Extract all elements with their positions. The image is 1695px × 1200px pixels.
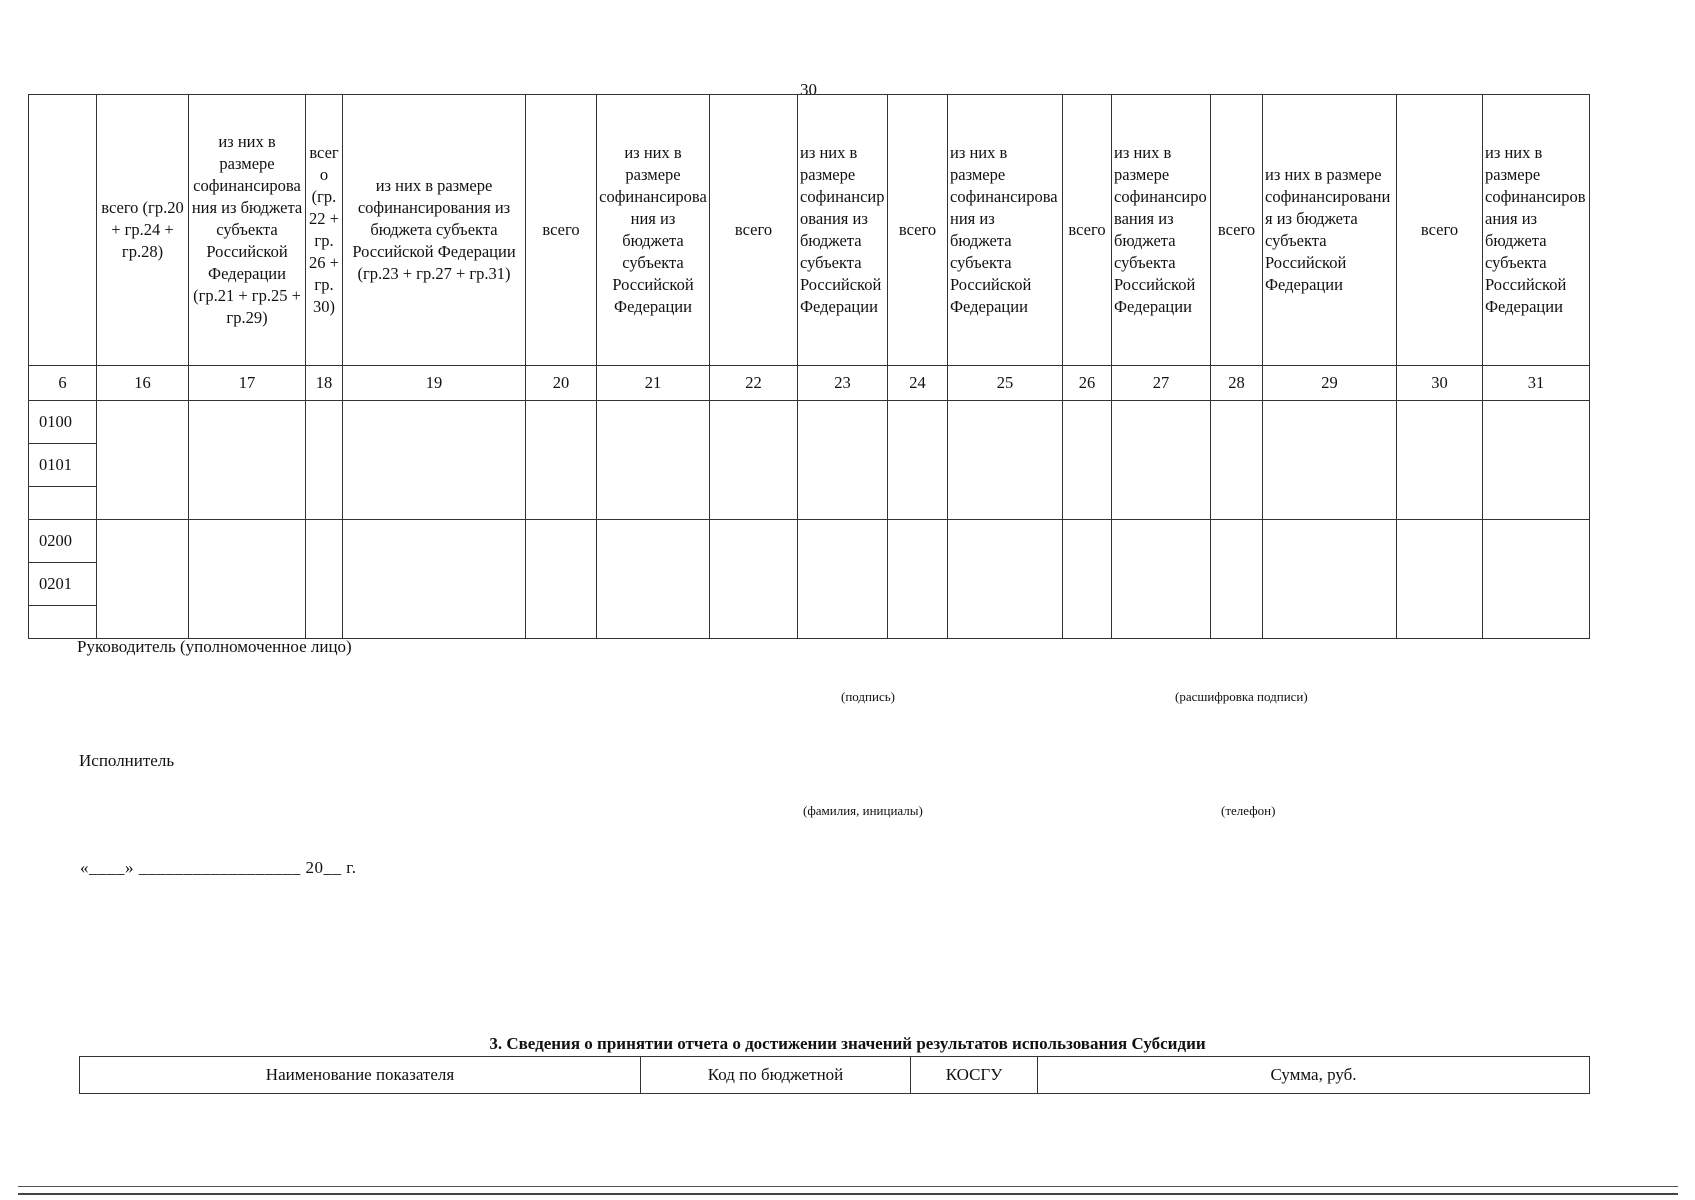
- kosgu-header: КОСГУ: [911, 1057, 1038, 1094]
- column-number-row: [29, 366, 1590, 401]
- data-cell[interactable]: [1063, 401, 1112, 520]
- data-cell[interactable]: [948, 520, 1063, 639]
- indicators-header-row: [80, 1057, 1590, 1094]
- header-cell-23: из них в размере софинансирования из бюджета субъекта Российской Федерации: [798, 95, 888, 366]
- data-cell[interactable]: [1483, 401, 1590, 520]
- column-number: 24: [888, 366, 948, 401]
- header-cell-17: из них в размере софинансирования из бюджета субъекта Российской Федерации (гр.21 + гр.25 + гр.29): [189, 95, 306, 366]
- date-line: «____» __________________ 20__ г.: [80, 858, 357, 877]
- bottom-rule-thick: [18, 1193, 1678, 1195]
- header-cell-16: всего (гр.20 + гр.24 + гр.28): [97, 95, 189, 366]
- data-cell[interactable]: [1483, 520, 1590, 639]
- data-cell[interactable]: [526, 401, 597, 520]
- header-cell-26: всего: [1063, 95, 1112, 366]
- row-code: [29, 606, 97, 639]
- data-cell[interactable]: [798, 401, 888, 520]
- header-cell-27: из них в размере софинансирования из бюджета субъекта Российской Федерации: [1112, 95, 1211, 366]
- row-code: 0100: [29, 401, 97, 444]
- data-cell[interactable]: [97, 401, 189, 520]
- column-number: 22: [710, 366, 798, 401]
- header-cell-21: из них в размере софинансирования из бюджета субъекта Российской Федерации: [597, 95, 710, 366]
- header-cell-29: из них в размере софинансирования из бюджета субъекта Российской Федерации: [1263, 95, 1397, 366]
- data-cell[interactable]: [597, 401, 710, 520]
- data-cell[interactable]: [1063, 520, 1112, 639]
- table-row: [29, 520, 1590, 563]
- data-cell[interactable]: [1211, 401, 1263, 520]
- column-number: 20: [526, 366, 597, 401]
- data-cell[interactable]: [1397, 401, 1483, 520]
- indicator-name-header: Наименование показателя: [80, 1057, 641, 1094]
- data-cell[interactable]: [189, 401, 306, 520]
- head-label: Руководитель (уполномоченное лицо): [77, 637, 352, 656]
- column-number: 23: [798, 366, 888, 401]
- data-cell[interactable]: [798, 520, 888, 639]
- header-cell-24: всего: [888, 95, 948, 366]
- column-number: 18: [306, 366, 343, 401]
- amount-header: Сумма, руб.: [1038, 1057, 1590, 1094]
- data-cell[interactable]: [343, 520, 526, 639]
- data-cell[interactable]: [888, 401, 948, 520]
- data-cell[interactable]: [189, 520, 306, 639]
- data-cell[interactable]: [1263, 401, 1397, 520]
- name-caption: (фамилия, инициалы): [803, 803, 923, 818]
- header-cell-6: [29, 95, 97, 366]
- header-row: [29, 95, 1590, 366]
- signature-caption: (подпись): [841, 689, 895, 704]
- header-cell-28: всего: [1211, 95, 1263, 366]
- column-number: 31: [1483, 366, 1590, 401]
- data-cell[interactable]: [710, 520, 798, 639]
- data-cell[interactable]: [1211, 520, 1263, 639]
- data-cell[interactable]: [1263, 520, 1397, 639]
- column-number: 19: [343, 366, 526, 401]
- column-number: 27: [1112, 366, 1211, 401]
- header-cell-19: из них в размере софинансирования из бюджета субъекта Российской Федерации (гр.23 + гр.27 + гр.31): [343, 95, 526, 366]
- row-code: [29, 487, 97, 520]
- phone-caption: (телефон): [1221, 803, 1276, 818]
- signature-decode-caption: (расшифровка подписи): [1175, 689, 1308, 704]
- data-cell[interactable]: [710, 401, 798, 520]
- row-code: 0101: [29, 444, 97, 487]
- data-cell[interactable]: [306, 520, 343, 639]
- column-number: 29: [1263, 366, 1397, 401]
- column-number: 30: [1397, 366, 1483, 401]
- data-cell[interactable]: [948, 401, 1063, 520]
- data-cell[interactable]: [888, 520, 948, 639]
- column-number: 17: [189, 366, 306, 401]
- header-cell-31: из них в размере софинансирования из бюджета субъекта Российской Федерации: [1483, 95, 1590, 366]
- data-cell[interactable]: [1112, 520, 1211, 639]
- column-number: 26: [1063, 366, 1112, 401]
- section-3-title: 3. Сведения о принятии отчета о достижении значений результатов использования Субсидии: [489, 1034, 1206, 1053]
- data-cell[interactable]: [1112, 401, 1211, 520]
- report-table: [28, 94, 1590, 639]
- indicators-table: [79, 1056, 1590, 1094]
- data-cell[interactable]: [597, 520, 710, 639]
- column-number: 6: [29, 366, 97, 401]
- column-number: 21: [597, 366, 710, 401]
- header-cell-25: из них в размере софинансирования из бюджета субъекта Российской Федерации: [948, 95, 1063, 366]
- column-number: 25: [948, 366, 1063, 401]
- table-row: [29, 401, 1590, 444]
- header-cell-18: всего (гр. 22 + гр. 26 + гр. 30): [306, 95, 343, 366]
- header-cell-30: всего: [1397, 95, 1483, 366]
- bottom-rule: [18, 1186, 1678, 1187]
- data-cell[interactable]: [97, 520, 189, 639]
- header-cell-20: всего: [526, 95, 597, 366]
- executor-label: Исполнитель: [79, 751, 175, 770]
- page-number: 30: [800, 80, 817, 99]
- column-number: 28: [1211, 366, 1263, 401]
- budget-code-header: Код по бюджетной: [641, 1057, 911, 1094]
- data-cell[interactable]: [1397, 520, 1483, 639]
- data-cell[interactable]: [526, 520, 597, 639]
- data-cell[interactable]: [306, 401, 343, 520]
- row-code: 0201: [29, 563, 97, 606]
- row-code: 0200: [29, 520, 97, 563]
- column-number: 16: [97, 366, 189, 401]
- data-cell[interactable]: [343, 401, 526, 520]
- header-cell-22: всего: [710, 95, 798, 366]
